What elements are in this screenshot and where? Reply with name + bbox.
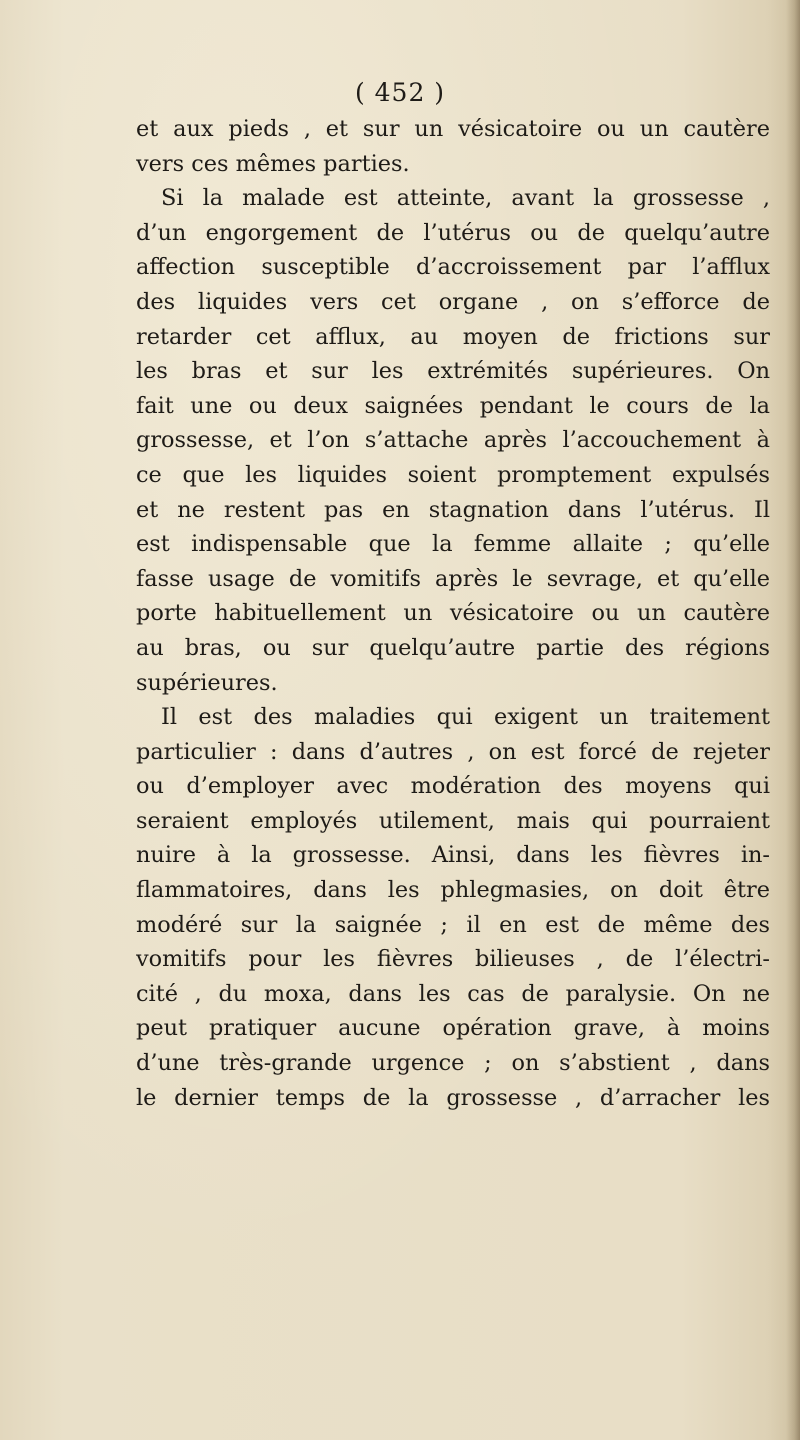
text-line: ce que les liquides soient promptement expulsés [136,461,770,488]
text-line: des liquides vers cet organe , on s’efforce de [136,288,770,315]
text-line: nuire à la grossesse. Ainsi, dans les fièvres in- [136,842,770,869]
text-line: les bras et sur les extrémités supérieures. On [136,358,770,385]
page-number: ( 452 ) [354,78,446,107]
text-line: porte habituellement un vésicatoire ou un cautère [136,600,770,627]
text-line: retarder cet afflux, au moyen de frictions sur [136,323,770,350]
page-edge-shadow [786,0,800,1440]
text-line: flammatoires, dans les phlegmasies, on doit être [136,877,770,904]
text-line: vomitifs pour les fièvres bilieuses , de l’électri- [136,946,770,973]
text-line: et ne restent pas en stagnation dans l’utérus. Il [136,496,770,523]
text-line: le dernier temps de la grossesse , d’arracher les [136,1084,770,1111]
text-line: fait une ou deux saignées pendant le cours de la [136,392,770,419]
text-line: d’une très-grande urgence ; on s’abstient , dans [136,1050,770,1077]
text-line: cité , du moxa, dans les cas de paralysie. On ne [136,980,770,1007]
body-text [136,112,770,1115]
text-line: et aux pieds , et sur un vésicatoire ou un cautère [136,116,770,142]
text-line: vers ces mêmes parties. [136,150,410,177]
text-line: au bras, ou sur quelqu’autre partie des régions [136,634,770,661]
text-line: particulier : dans d’autres , on est forcé de rejeter [136,738,770,765]
text-line: supérieures. [136,669,278,696]
text-line: peut pratiquer aucune opération grave, à moins [136,1015,770,1042]
text-line: Si la malade est atteinte, avant la grossesse , [161,185,770,212]
text-line: est indispensable que la femme allaite ; qu’elle [136,531,770,558]
text-line: d’un engorgement de l’utérus ou de quelqu’autre [136,219,770,246]
text-line: seraient employés utilement, mais qui pourraient [136,807,770,834]
text-line: grossesse, et l’on s’attache après l’accouchement à [136,427,770,454]
text-line: modéré sur la saignée ; il en est de même des [136,911,770,938]
text-line: affection susceptible d’accroissement par l’afflux [136,254,770,281]
text-line: ou d’employer avec modération des moyens qui [136,773,770,800]
text-line: Il est des maladies qui exigent un traitement [161,704,770,731]
text-line: fasse usage de vomitifs après le sevrage, et qu’elle [136,565,770,592]
